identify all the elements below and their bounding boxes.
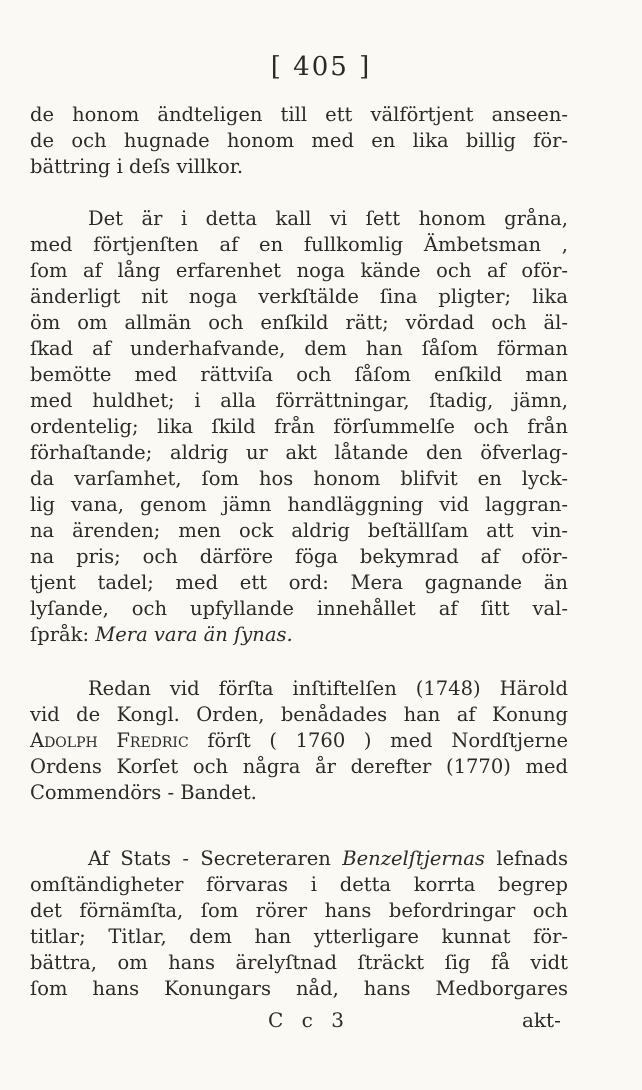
text-line: Commendörs - Bandet. [30,781,257,804]
king-line-rest: förſt ( 1760 ) med Nordſtjerne [188,729,568,752]
text-line: med huldhet; i alla förrättningar, ſtadig, jämn, [30,389,568,412]
text-line: Det är i detta kall vi ſett honom gråna, [88,207,568,230]
line-start: Af Stats - Secreteraren [88,847,343,870]
text-line: Redan vid förſta inſtiftelſen (1748) Härold [88,677,568,700]
motto-prefix: ſpråk: [30,623,96,646]
text-line: da varſamhet, ſom hos honom blifvit en lyck- [30,467,568,490]
motto: Mera vara än ſynas. [95,623,293,646]
text-line: lig vana, genom jämn handläggning vid laggran- [30,493,568,516]
text-line: Ordens Korſet och några år derefter (1770) med [30,755,568,778]
catchword: akt- [522,1008,561,1032]
text-line: det förnämſta, ſom rörer hans befordringar och [30,899,568,922]
secretary-name: Benzelſtjernas [342,847,485,870]
text-line: vid de Kongl. Orden, benådades han af Konung [30,703,568,726]
text-line: tjent tadel; med ett ord: Mera gagnande än [30,571,568,594]
signature-mark: C c 3 [268,1008,350,1032]
text-line: de honom ändteligen till ett välförtjent anseen- [30,103,568,126]
text-line: ſom hans Konungars nåd, hans Medborgares [30,977,568,1000]
text-line: bättra, om hans ärelyſtnad ſträckt ſig få vidt [30,951,568,974]
text-line: öm om allmän och enſkild rätt; vördad och äl- [30,311,568,334]
king-name: Adolph Fredric [30,729,189,752]
secretary-line [88,846,568,872]
text-line: änderligt nit noga verkſtälde ſina pligter; lika [30,285,568,308]
text-line: med förtjenſten af en fullkomlig Ämbetsman , [30,233,568,256]
text-line: ſom af lång erfarenhet noga kände och af oför- [30,259,568,282]
text-line: na pris; och därföre föga bekymrad af oför- [30,545,568,568]
text-line: bättring i deſs villkor. [30,155,244,178]
text-line: förhaſtande; aldrig ur akt låtande den öfverlag- [30,441,568,464]
text-line: bemötte med rättviſa och ſåſom enſkild man [30,363,568,386]
king-line [30,728,568,754]
text-line: lyſande, och upfyllande innehållet af ſitt val- [30,597,568,620]
text-line: de och hugnade honom med en lika billig för- [30,129,568,152]
text-line: na ärenden; men ock aldrig beſtällſam att vin- [30,519,568,542]
motto-line [30,622,568,648]
text-line: ſkad af underhafvande, dem han ſåſom förman [30,337,568,360]
text-line: titlar; Titlar, dem han ytterligare kunnat för- [30,925,568,948]
line-end: lefnads [484,847,568,870]
page-number: [ 405 ] [270,52,372,82]
text-line: ordentelig; lika ſkild från förſummelſe och från [30,415,568,438]
text-line: omſtändigheter förvaras i detta korrta begrep [30,873,568,896]
